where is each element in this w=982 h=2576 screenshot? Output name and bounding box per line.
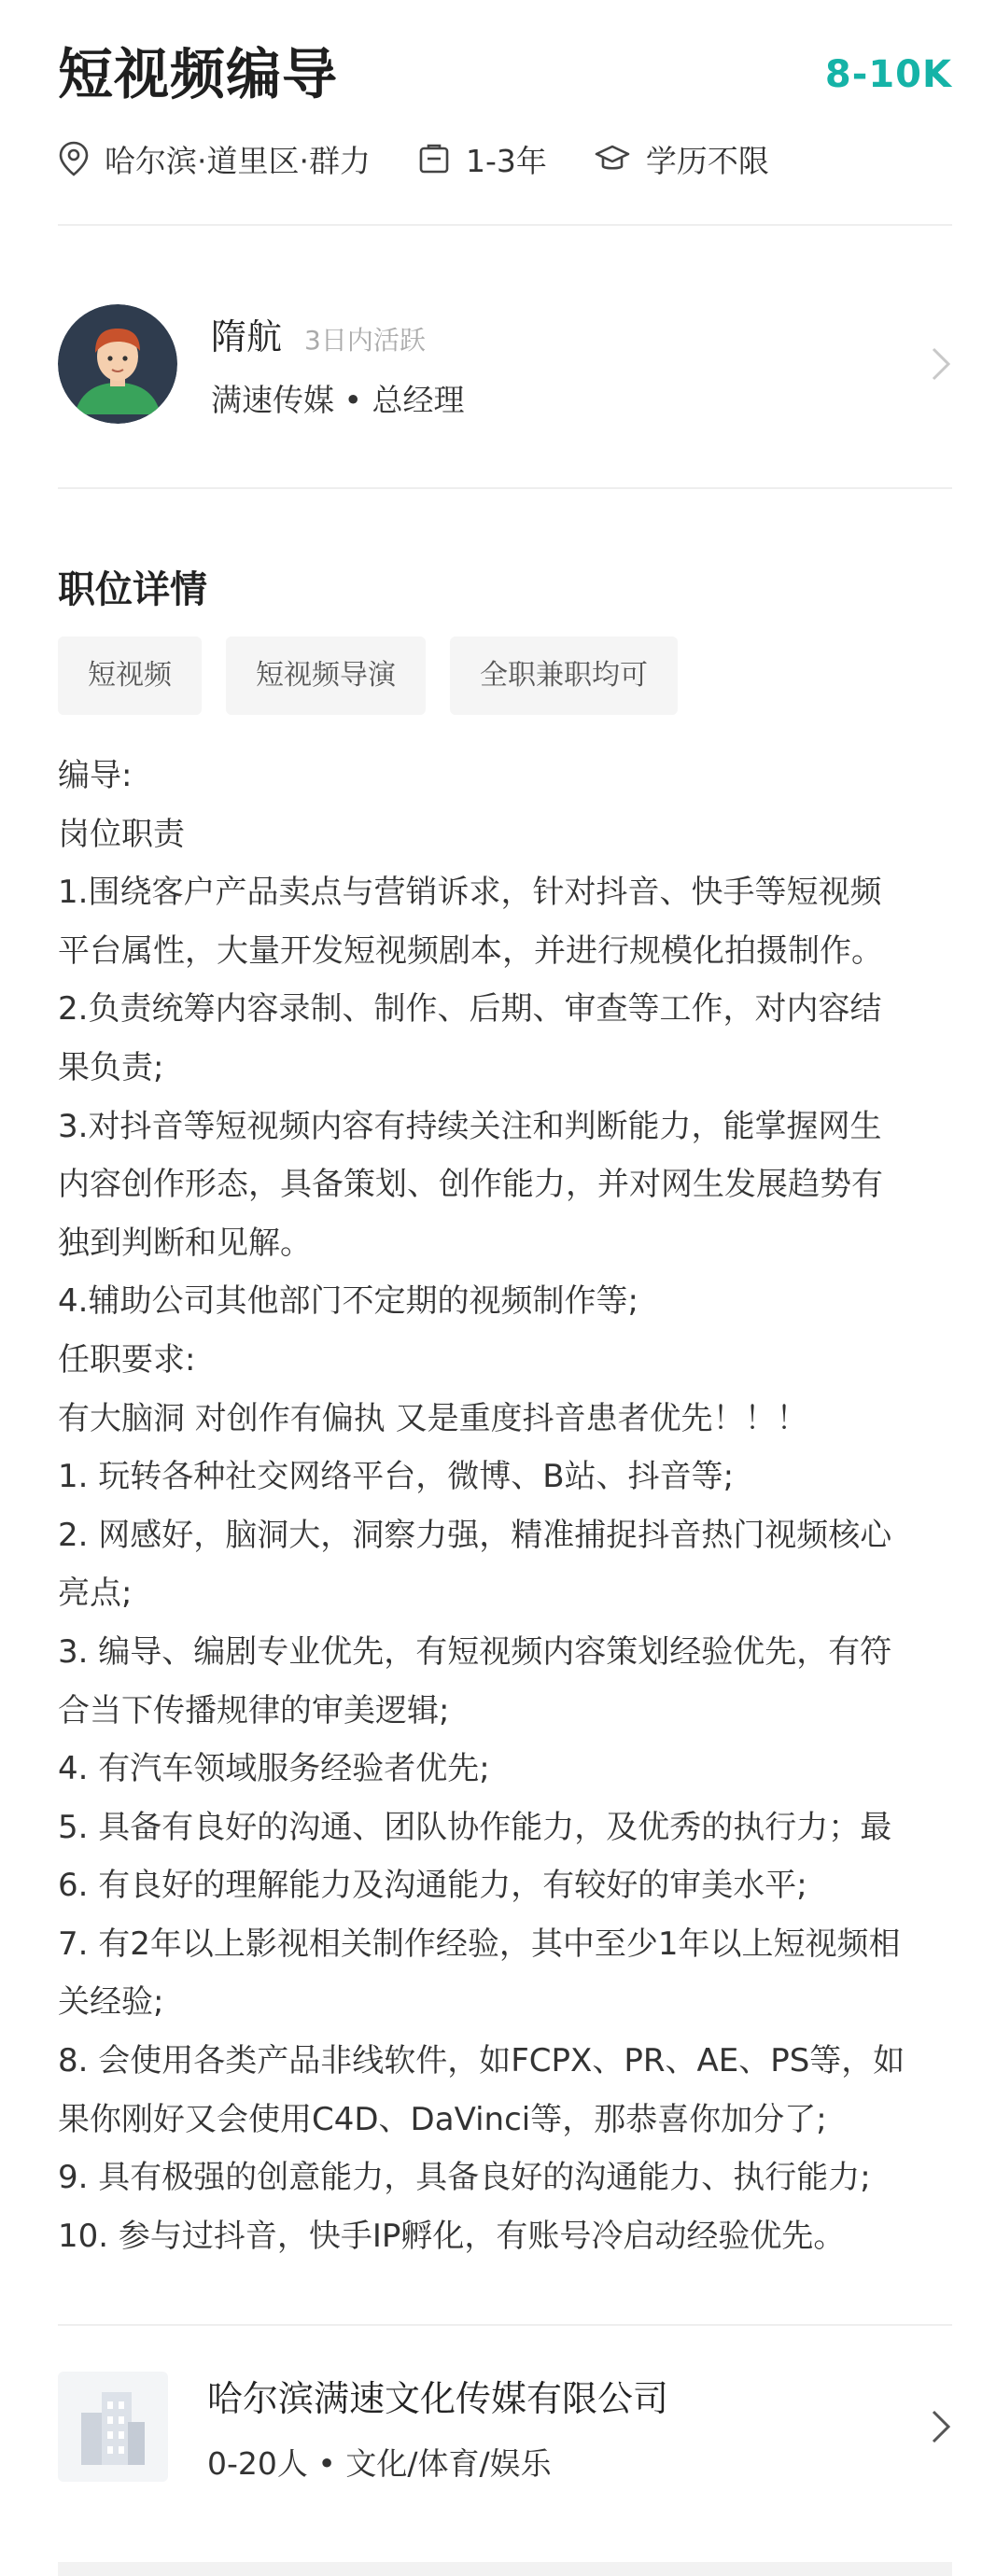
description-line: 关经验; (58, 1983, 164, 2022)
description-line: 3.对抖音等短视频内容有持续关注和判断能力，能掌握网生 (58, 1107, 882, 1145)
education-item (594, 137, 769, 181)
building-icon (76, 2385, 150, 2469)
description-line: 合当下传播规律的审美逻辑; (58, 1691, 450, 1729)
description-line: 岗位职责 (58, 815, 185, 853)
divider (58, 224, 952, 226)
description-line: 编导: (58, 757, 133, 794)
recruiter-info (211, 308, 930, 420)
location-text: 哈尔滨·道里区·群力 (105, 142, 371, 179)
recruiter-name: 隋航 (211, 316, 283, 357)
recruiter-role (211, 376, 930, 420)
description-line: 果你刚好又会使用C4D、DaVinci等，那恭喜你加分了; (58, 2100, 827, 2138)
dot-separator: • (317, 2445, 346, 2482)
active-status: 3日内活跃 (304, 325, 426, 356)
chevron-right-icon[interactable] (930, 345, 952, 383)
location-item (58, 137, 371, 181)
recruiter-card[interactable] (58, 280, 952, 448)
description-line: 平台属性，大量开发短视频剧本，并进行规模化拍摄制作。 (58, 931, 883, 970)
recruiter-company: 满速传媒 (211, 382, 334, 418)
experience-item (417, 137, 547, 181)
description-line: 亮点; (58, 1575, 133, 1613)
company-name: 哈尔滨满速文化传媒有限公司 (207, 2378, 669, 2419)
description-line: 4.辅助公司其他部门不定期的视频制作等; (58, 1282, 638, 1321)
experience-text: 1-3年 (465, 142, 547, 179)
description-line: 7. 有2年以上影视相关制作经验，其中至少1年以上短视频相 (58, 1925, 901, 1963)
job-title: 短视频编导 (58, 42, 339, 106)
chevron-right-icon[interactable] (930, 2408, 952, 2445)
description-line: 果负责; (58, 1048, 164, 1086)
description-line: 2. 网感好，脑洞大，洞察力强，精准捕捉抖音热门视频核心 (58, 1516, 892, 1554)
section-title: 职位详情 (58, 568, 207, 611)
description-line: 1. 玩转各种社交网络平台，微博、B站、抖音等; (58, 1458, 735, 1496)
title-row (58, 28, 952, 121)
dot-separator: • (344, 382, 372, 418)
tag: 全职兼职均可 (450, 637, 678, 715)
divider (58, 2324, 952, 2326)
bottom-strip (58, 2562, 952, 2576)
recruiter-name-row (211, 308, 930, 359)
description-line: 独到判断和见解。 (58, 1224, 312, 1262)
company-card[interactable] (58, 2357, 952, 2497)
avatar (58, 304, 177, 424)
tag: 短视频导演 (226, 637, 426, 715)
recruiter-position: 总经理 (372, 382, 465, 418)
job-header (58, 28, 952, 187)
description-line: 6. 有良好的理解能力及沟通能力，有较好的审美水平; (58, 1867, 807, 1905)
briefcase-icon (417, 142, 451, 175)
description-line: 有大脑洞 对创作有偏执 又是重度抖音患者优先！！！ (58, 1399, 808, 1437)
company-size: 0-20人 (207, 2445, 308, 2482)
description-line: 3. 编导、编剧专业优先，有短视频内容策划经验优先，有符 (58, 1632, 892, 1671)
job-meta-row (58, 131, 952, 187)
salary: 8-10K (824, 53, 952, 96)
description-line: 5. 具备有良好的沟通、团队协作能力，及优秀的执行力；最 (58, 1808, 892, 1846)
tag-list (58, 637, 702, 715)
description-line: 10. 参与过抖音，快手IP孵化，有账号冷启动经验优先。 (58, 2217, 846, 2255)
description-line: 2.负责统筹内容录制、制作、后期、审查等工作，对内容结 (58, 990, 882, 1029)
description-line: 8. 会使用各类产品非线软件，如FCPX、PR、AE、PS等，如 (58, 2042, 905, 2080)
tag: 短视频 (58, 637, 202, 715)
job-description (58, 747, 952, 2265)
description-line: 1.围绕客户产品卖点与营销诉求，针对抖音、快手等短视频 (58, 874, 882, 912)
company-info (207, 2370, 930, 2484)
company-logo (58, 2372, 168, 2482)
company-industry: 文化/体育/娱乐 (345, 2445, 552, 2482)
education-text: 学历不限 (645, 142, 769, 179)
description-line: 4. 有汽车领域服务经验者优先; (58, 1750, 490, 1788)
description-line: 内容创作形态，具备策划、创作能力，并对网生发展趋势有 (58, 1166, 883, 1204)
company-meta (207, 2440, 930, 2484)
description-line: 任职要求: (58, 1340, 196, 1379)
description-line: 9. 具有极强的创意能力，具备良好的沟通能力、执行能力; (58, 2159, 871, 2197)
divider (58, 487, 952, 489)
location-pin-icon (58, 140, 90, 177)
graduation-cap-icon (594, 142, 631, 175)
